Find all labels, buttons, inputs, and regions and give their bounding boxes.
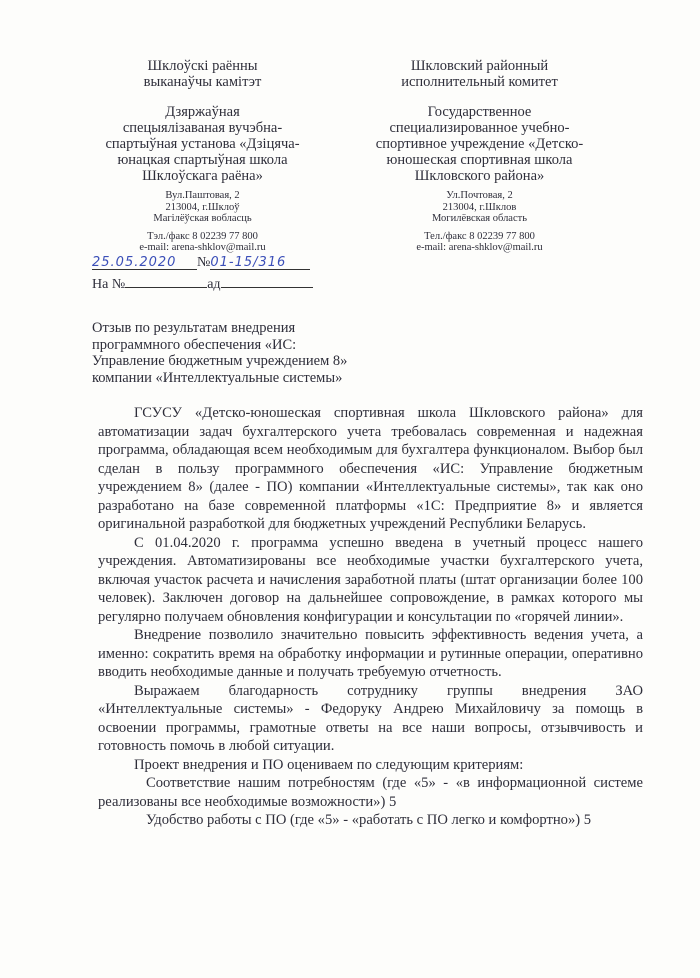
subject-line: компании «Интеллектуальные системы» <box>92 369 343 386</box>
date-field <box>92 255 197 270</box>
criterion-needs <box>98 774 643 811</box>
reference-number-field <box>125 273 207 288</box>
subject-line: Отзыв по результатам внедрения <box>92 320 296 336</box>
org-name-line: Шкловский районный <box>410 58 549 74</box>
paragraph: Проект внедрения и ПО оцениваем по следующим критериям: <box>134 756 524 773</box>
institution-name-line: Государственное <box>427 104 532 120</box>
address-line: Ул.Почтовая, 2 <box>446 190 513 201</box>
address-line: Магілёўская вобласць <box>153 213 252 224</box>
handwritten-number: 01-15/316 <box>210 255 287 270</box>
paragraph: С 01.04.2020 г. программа успешно введена в учетный процесс нашего учреждения. Автоматизированы все необходимые участки бухгалтерского учета, включая участок расчета и начисления заработной платы (штат организации более 100 человек). Заключен договор на дальнейшее сопровождение, в рамках которого мы регулярно получаем обновления конфигурации и консультации по «горячей линии». <box>98 534 643 625</box>
number-field <box>210 255 310 270</box>
address-line: 213004, г.Шклов <box>442 201 517 213</box>
subject-line: программного обеспечения «ИС: <box>92 336 297 353</box>
org-name-line: Шклоўскі раённы <box>147 58 258 74</box>
address-line: 213004, г.Шклоў <box>165 201 240 213</box>
letter-body <box>98 404 643 830</box>
paragraph: Выражаем благодарность сотруднику группы внедрения ЗАО «Интеллектуальные системы» - Федоруку Андрею Михайловичу за помощь в освоении программы, грамотные ответы на все наши вопросы, отзывчивость и готовность помочь в любой ситуации. <box>98 682 643 754</box>
outgoing-registration <box>92 255 310 271</box>
institution-name-line: спецыялізаваная вучэбна- <box>122 120 283 136</box>
paragraph: Внедрение позволило значительно повысить эффективность ведения учета, а именно: сократить время на обработку информации и рутинные операции, оперативно вводить необходимые данные и получать требуемую отчетность. <box>98 627 643 680</box>
letterhead-russian <box>372 58 587 254</box>
email: e-mail: arena-shklov@mail.ru <box>139 242 266 253</box>
org-name-line: выканаўчы камітэт <box>143 74 262 90</box>
phone-fax: Тэл./факс 8 02239 77 800 <box>147 230 258 242</box>
institution-name-line: спортивное учреждение «Детско- <box>375 136 584 152</box>
address-line: Могилёвская область <box>431 213 528 224</box>
phone-fax: Тел./факс 8 02239 77 800 <box>424 230 535 242</box>
institution-name-line: спартыўная установа «Дзіцяча- <box>105 136 300 152</box>
address-line: Вул.Паштовая, 2 <box>165 190 240 201</box>
email: e-mail: arena-shklov@mail.ru <box>416 242 543 253</box>
reference-date-label: ад <box>207 277 221 292</box>
institution-name-line: юношеская спортивная школа <box>386 152 573 168</box>
number-label: № <box>197 255 211 270</box>
institution-name-line: специализированное учебно- <box>389 120 570 136</box>
criterion-text: Удобство работы с ПО (где «5» - «работать с ПО легко и комфортно») <box>146 812 581 828</box>
criterion-usability <box>98 811 643 830</box>
institution-name-line: Шклоўскага раёна» <box>142 168 263 184</box>
letterhead-belarusian <box>95 58 310 254</box>
reference-label: На № <box>92 277 126 292</box>
subject-line: Управление бюджетным учреждением 8» <box>92 353 348 369</box>
institution-name-line: Шкловского района» <box>414 168 545 184</box>
letter-subject <box>92 320 422 386</box>
incoming-reference <box>92 273 313 293</box>
criterion-score: 5 <box>388 793 397 810</box>
institution-name-line: юнацкая спартыўная школа <box>117 152 288 168</box>
reference-date-field <box>221 273 313 288</box>
org-name-line: исполнительный комитет <box>401 74 558 90</box>
handwritten-date: 25.05.2020 <box>92 255 177 270</box>
criterion-text: Соответствие нашим потребностям (где «5» - «в информационной системе реализованы все необходимые возможности») <box>98 775 643 810</box>
institution-name-line: Дзяржаўная <box>165 104 240 120</box>
criterion-score: 5 <box>583 812 592 828</box>
paragraph: ГСУСУ «Детско-юношеская спортивная школа Шкловского района» для автоматизации задач бухгалтерского учета требовалась современная и надежная программа, обладающая всем необходимым для бухгалтера функционалом. Выбор был сделан в пользу программного обеспечения «ИС: Управление бюджетным учреждением 8» (далее - ПО) компании «Интеллектуальные системы», так как оно разработано на базе современной платформы «1С: Предприятие 8» и является оригинальной разработкой для бюджетных учреждений Республики Беларусь. <box>98 405 643 532</box>
